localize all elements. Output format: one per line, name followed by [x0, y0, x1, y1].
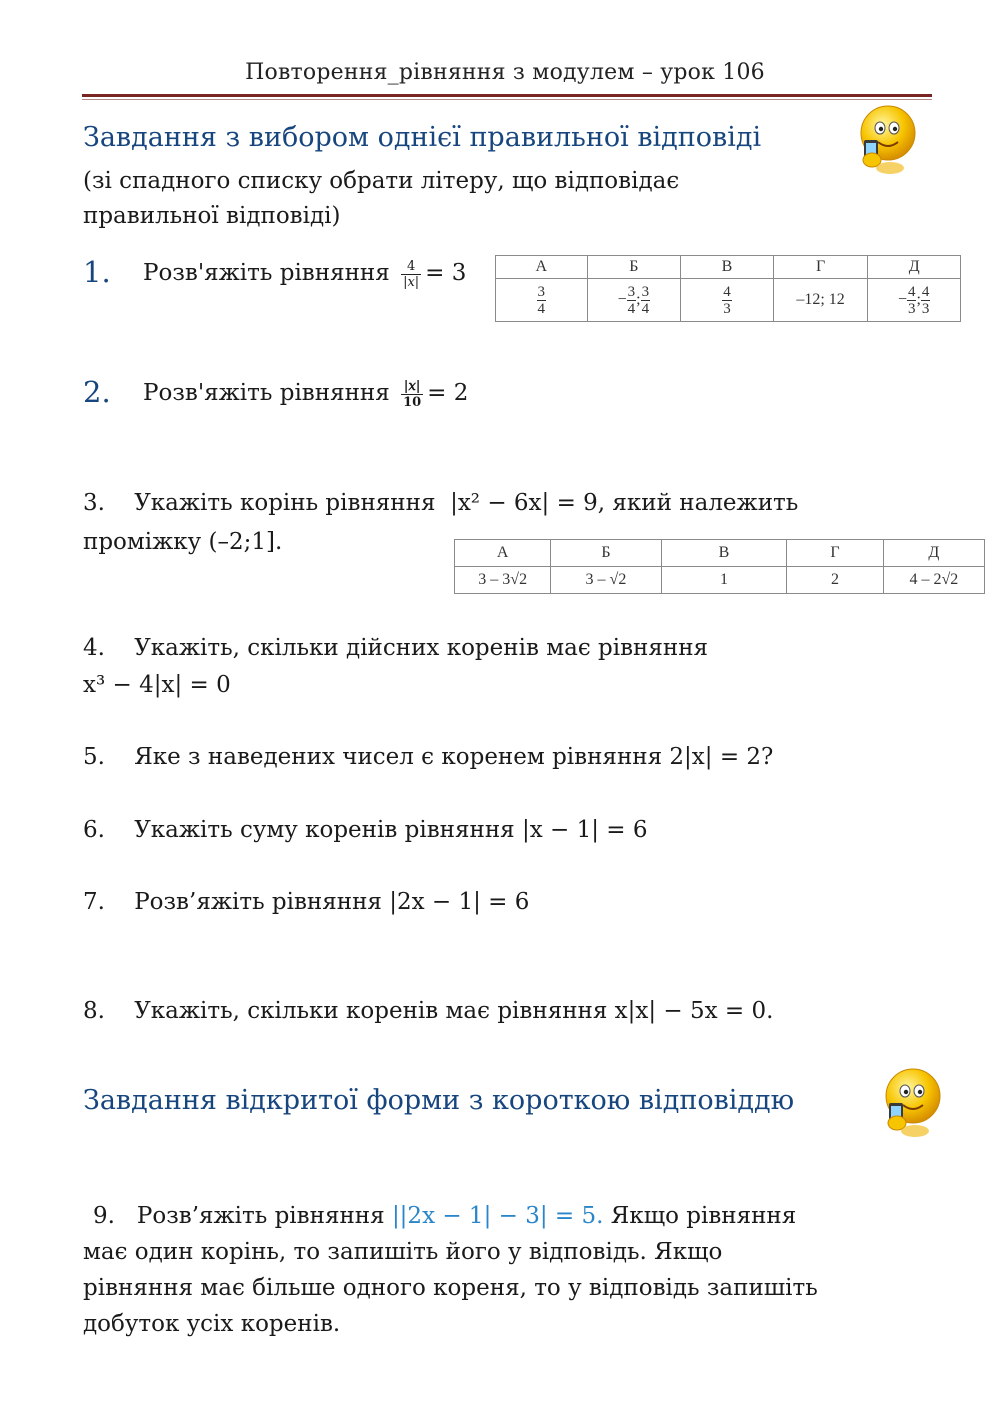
question-4-line2: x³ − 4|x| = 0 — [83, 672, 231, 698]
question-2-number: 2. — [83, 375, 111, 409]
header-rule — [82, 94, 932, 97]
option-b-header: Б — [587, 256, 681, 279]
q3-option-c-header: В — [661, 540, 787, 567]
question-1-prompt: Розв'яжіть рівняння — [143, 260, 390, 286]
question-2-fraction: $\frac{\text{|𝑥|}}{10}$ — [403, 378, 422, 410]
option-d-value: –12; 12 — [773, 279, 868, 322]
option-c-header: В — [681, 256, 774, 279]
question-4-line1: 4. Укажіть, скільки дійсних коренів має рівняння — [83, 635, 709, 661]
question-3-line2: проміжку (–2;1]. — [83, 529, 283, 555]
question-1-text — [143, 256, 466, 291]
q3-option-d-header: Г — [787, 540, 883, 567]
option-c-value: $\frac{4}{3}$ — [681, 279, 774, 322]
question-9-suffix: Якщо рівняння — [603, 1203, 797, 1229]
question-3-options-table — [454, 539, 985, 594]
option-a-header: А — [496, 256, 588, 279]
q3-option-c-value: 1 — [661, 567, 787, 594]
q3-option-b-value: 3 – √2 — [551, 567, 661, 594]
question-9-line3: рівняння має більше одного кореня, то у відповідь запишіть — [83, 1275, 818, 1301]
q3-option-d-value: 2 — [787, 567, 883, 594]
q3-option-e-value: 4 – 2√2 — [883, 567, 984, 594]
q3-option-e-header: Д — [883, 540, 984, 567]
question-2-rhs: = 2 — [427, 380, 469, 406]
header-rule-thin — [82, 99, 932, 100]
question-9-line2: має один корінь, то запишіть його у відповідь. Якщо — [83, 1239, 723, 1265]
question-5-text: 5. Яке з наведених чисел є коренем рівняння 2|x| = 2? — [83, 744, 774, 770]
section-subtitle-line2: правильної відповіді) — [83, 203, 341, 229]
question-3-line1: 3. Укажіть корінь рівняння |x² − 6x| = 9, який належить — [83, 490, 799, 516]
smiley-with-phone-icon — [875, 1063, 943, 1141]
option-e-header: Д — [868, 256, 961, 279]
option-b-value: − $\frac{3}{4}$ ; $\frac{3}{4}$ — [587, 279, 681, 322]
q3-option-a-value: 3 – 3√2 — [455, 567, 551, 594]
question-2-prompt: Розв'яжіть рівняння — [143, 380, 390, 406]
option-d-header: Г — [773, 256, 868, 279]
section-subtitle-line1: (зі спадного списку обрати літеру, що відповідає — [83, 168, 680, 194]
q3-option-b-header: Б — [551, 540, 661, 567]
page-header-title: Повторення_рівняння з модулем – урок 106 — [245, 60, 765, 85]
question-9-line1 — [93, 1199, 796, 1234]
question-9-prefix: 9. Розв’яжіть рівняння — [93, 1203, 392, 1229]
question-1-options-table — [495, 255, 961, 322]
question-2-text — [143, 376, 468, 411]
option-a-value: $\frac{3}{4}$ — [496, 279, 588, 322]
section-heading-open-form: Завдання відкритої форми з короткою відповіддю — [83, 1085, 795, 1116]
section-heading-multiple-choice: Завдання з вибором однієї правильної відповіді — [83, 122, 762, 153]
question-6-text: 6. Укажіть суму коренів рівняння |x − 1| = 6 — [83, 817, 648, 843]
smiley-with-phone-icon — [850, 100, 918, 178]
question-1-rhs: = 3 — [425, 260, 467, 286]
q3-option-a-header: А — [455, 540, 551, 567]
question-9-line4: добуток усіх коренів. — [83, 1311, 341, 1337]
question-1-fraction: $\frac{4}{\text{|𝑥|}}$ — [403, 258, 420, 290]
option-e-value: − $\frac{4}{3}$ ; $\frac{4}{3}$ — [868, 279, 961, 322]
question-8-text: 8. Укажіть, скільки коренів має рівняння x|x| − 5x = 0. — [83, 998, 774, 1024]
question-1-number: 1. — [83, 255, 111, 289]
question-9-equation: ||2x − 1| − 3| = 5. — [391, 1203, 604, 1229]
question-7-text: 7. Розв’яжіть рівняння |2x − 1| = 6 — [83, 889, 530, 915]
